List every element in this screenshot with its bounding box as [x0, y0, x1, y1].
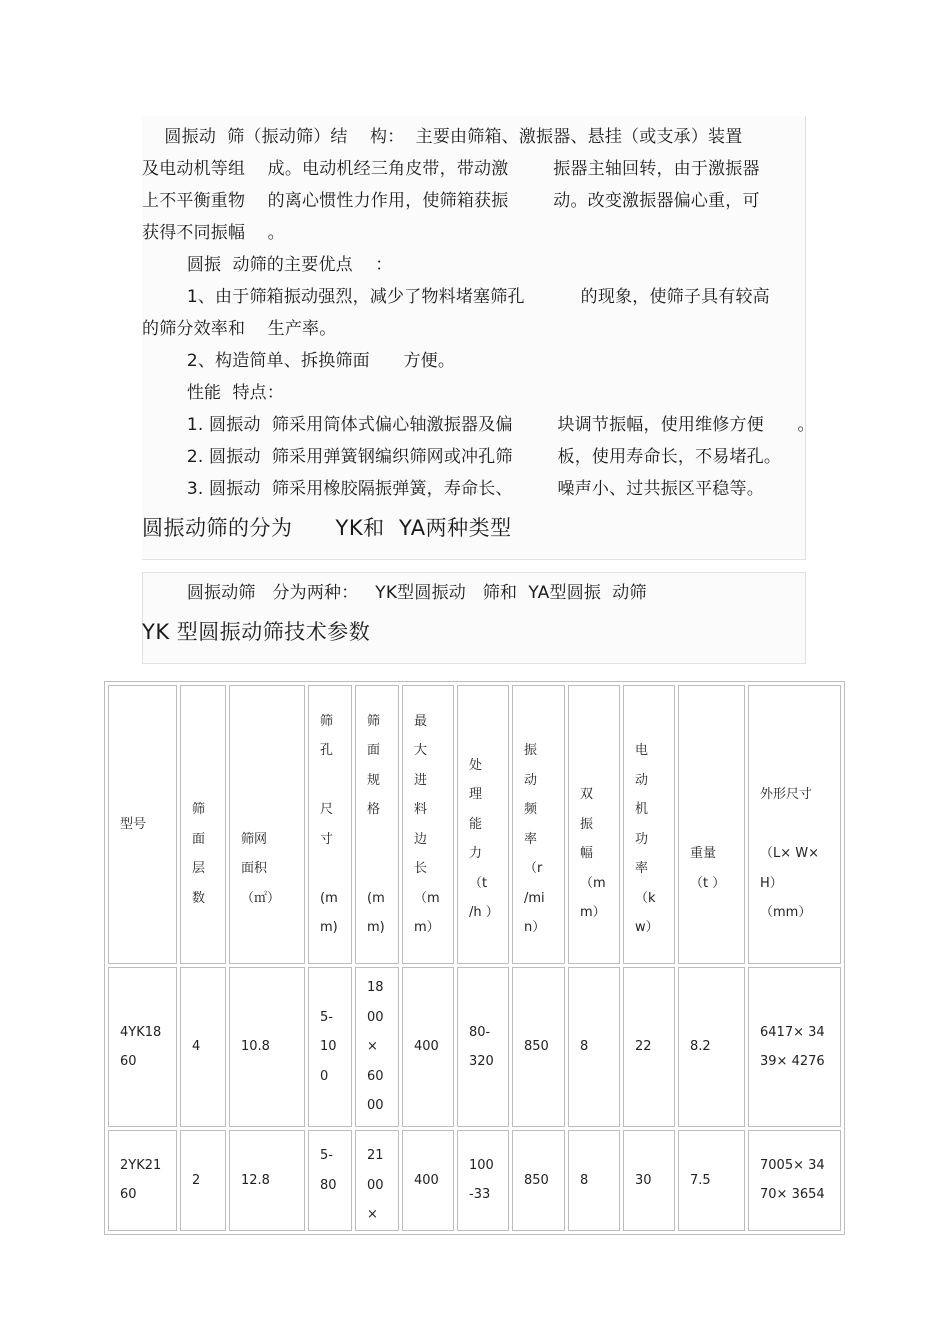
cell-layers: 4 — [180, 967, 226, 1127]
cell-aperture: 5- 10 0 — [308, 967, 352, 1127]
cell-max-feed: 400 — [402, 967, 454, 1127]
cell-deck-size: 18 00 × 60 00 — [355, 967, 399, 1127]
table-row — [108, 967, 841, 1127]
header-deck-size: 筛 面 规 格 (m m) — [355, 685, 399, 964]
feature-line-3: 3. 圆振动 筛采用橡胶隔振弹簧，寿命长、 噪声小、过共振区平稳等。 — [142, 479, 764, 499]
cell-model: 2YK21 60 — [108, 1130, 177, 1231]
cell-dimensions: 7005× 34 70× 3654 — [748, 1130, 841, 1231]
advantage-line-2: 的筛分效率和 生产率。 — [142, 319, 337, 339]
cell-dimensions: 6417× 34 39× 4276 — [748, 967, 841, 1127]
header-capacity: 处 理 能 力 （t /h ） — [457, 685, 509, 964]
header-amplitude: 双 振 幅 （m m） — [568, 685, 620, 964]
cell-aperture: 5- 80 — [308, 1130, 352, 1231]
structure-line-1: 圆振动 筛（振动筛）结 构： 主要由筛箱、激振器、悬挂（或支承）装置 — [142, 127, 743, 147]
cell-deck-size: 21 00 × — [355, 1130, 399, 1231]
cell-weight: 8.2 — [678, 967, 745, 1127]
header-layers: 筛 面 层 数 — [180, 685, 226, 964]
params-heading: YK 型圆振动筛技术参数 — [142, 620, 371, 644]
advantage-line-3: 2、构造简单、拆换筛面 方便。 — [142, 351, 456, 371]
header-frequency: 振 动 频 率 （r /mi n） — [512, 685, 565, 964]
structure-line-3: 上不平衡重物 的离心惯性力作用，使筛箱获振 动。改变激振器偏心重，可 — [142, 191, 760, 211]
cell-max-feed: 400 — [402, 1130, 454, 1231]
cell-capacity: 80- 320 — [457, 967, 509, 1127]
cell-model: 4YK18 60 — [108, 967, 177, 1127]
feature-line-2: 2. 圆振动 筛采用弹簧钢编织筛网或冲孔筛 板，使用寿命长，不易堵孔。 — [142, 447, 782, 467]
header-aperture: 筛 孔 尺 寸 (m m) — [308, 685, 352, 964]
cell-amplitude: 8 — [568, 967, 620, 1127]
header-max-feed: 最 大 进 料 边 长 （m m） — [402, 685, 454, 964]
feature-line-1: 1. 圆振动 筛采用筒体式偏心轴激振器及偏 块调节振幅，使用维修方便 。 — [142, 415, 815, 435]
types-text: 圆振动筛 分为两种： YK型圆振动 筛和 YA型圆振 动筛 — [142, 583, 647, 603]
cell-amplitude: 8 — [568, 1130, 620, 1231]
features-title: 性能 特点： — [142, 383, 285, 403]
header-dimensions: 外形尺寸 （L× W× H） （mm） — [748, 685, 841, 964]
params-table — [104, 681, 845, 1235]
cell-capacity: 100 -33 — [457, 1130, 509, 1231]
structure-line-4: 获得不同振幅 。 — [142, 223, 285, 243]
header-model: 型号 — [108, 685, 177, 964]
advantages-title: 圆振 动筛的主要优点 ： — [142, 255, 393, 275]
cell-motor-power: 30 — [623, 1130, 675, 1231]
header-weight: 重量 （t ） — [678, 685, 745, 964]
cell-area: 12.8 — [229, 1130, 305, 1231]
cell-weight: 7.5 — [678, 1130, 745, 1231]
cell-frequency: 850 — [512, 1130, 565, 1231]
cell-layers: 2 — [180, 1130, 226, 1231]
types-heading: 圆振动筛的分为 YK和 YA两种类型 — [142, 516, 512, 540]
table-row — [108, 1130, 841, 1231]
cell-area: 10.8 — [229, 967, 305, 1127]
cell-motor-power: 22 — [623, 967, 675, 1127]
structure-line-2: 及电动机等组 成。电动机经三角皮带，带动激 振器主轴回转，由于激振器 — [142, 159, 760, 179]
table-header-row — [108, 685, 841, 964]
header-motor-power: 电 动 机 功 率 （k w） — [623, 685, 675, 964]
advantage-line-1: 1、由于筛箱振动强烈，减少了物料堵塞筛孔 的现象，使筛子具有较高 — [142, 287, 770, 307]
cell-frequency: 850 — [512, 967, 565, 1127]
header-area: 筛网 面积 （㎡） — [229, 685, 305, 964]
